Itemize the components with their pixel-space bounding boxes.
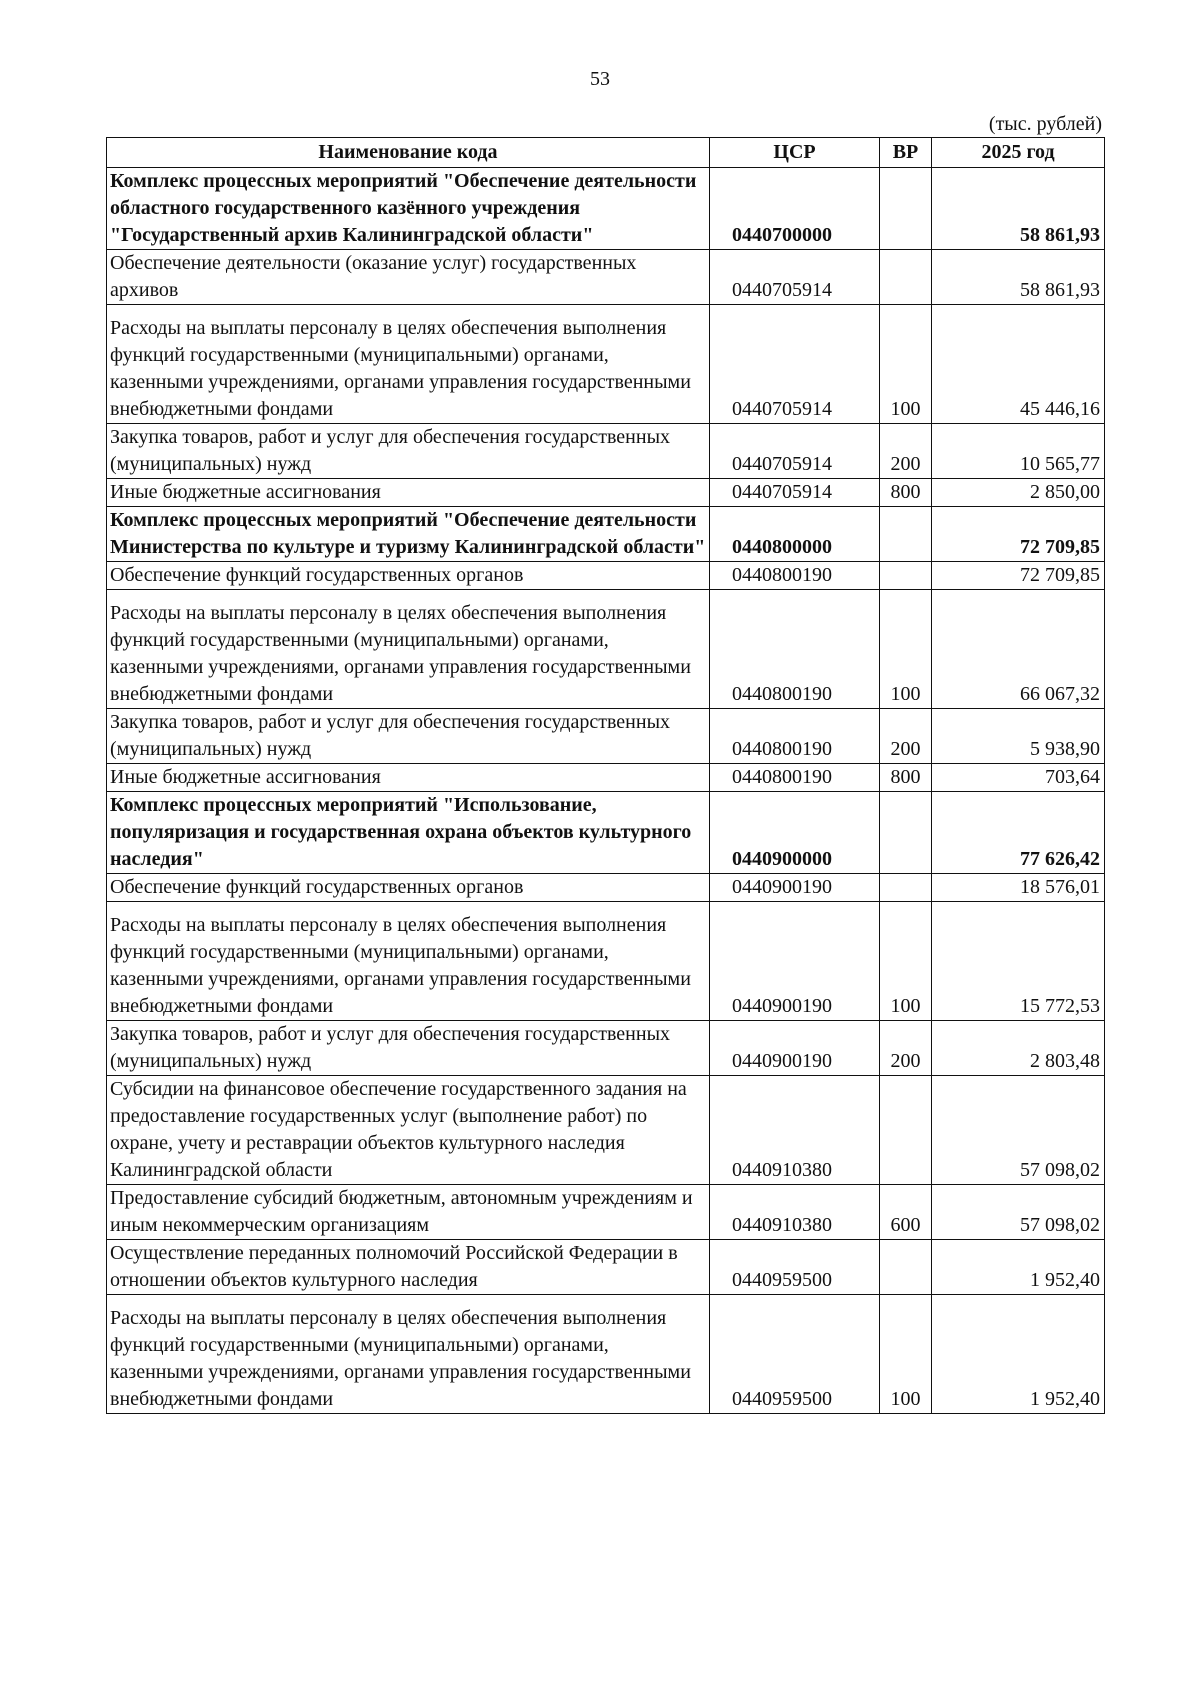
row-vr-cell: 800: [880, 479, 932, 507]
row-vr-cell: [880, 792, 932, 874]
row-amount-cell: 2 803,48: [932, 1021, 1105, 1076]
row-amount-cell: 1 952,40: [932, 1240, 1105, 1295]
row-csr-cell: 0440800190: [710, 709, 880, 764]
row-vr-cell: [880, 1240, 932, 1295]
row-name-cell: Осуществление переданных полномочий Российской Федерации в отношении объектов культурного наследия: [107, 1240, 710, 1295]
table-row: [107, 479, 1105, 507]
row-name-cell: Обеспечение деятельности (оказание услуг) государственных архивов: [107, 250, 710, 305]
row-vr-cell: 100: [880, 902, 932, 1021]
table-row: [107, 590, 1105, 709]
row-vr-cell: 100: [880, 590, 932, 709]
table-row: [107, 305, 1105, 424]
table-row: [107, 1185, 1105, 1240]
table-header-row: [107, 138, 1105, 168]
header-vr: ВР: [880, 138, 932, 168]
table-row: [107, 764, 1105, 792]
table-row: [107, 1295, 1105, 1414]
row-csr-cell: 0440910380: [710, 1185, 880, 1240]
row-csr-cell: 0440800190: [710, 764, 880, 792]
row-amount-cell: 72 709,85: [932, 507, 1105, 562]
row-csr-cell: 0440800190: [710, 590, 880, 709]
row-amount-cell: 18 576,01: [932, 874, 1105, 902]
row-vr-cell: 200: [880, 424, 932, 479]
row-name-cell: Закупка товаров, работ и услуг для обеспечения государственных (муниципальных) нужд: [107, 424, 710, 479]
table-row: [107, 709, 1105, 764]
row-amount-cell: 45 446,16: [932, 305, 1105, 424]
row-amount-cell: 703,64: [932, 764, 1105, 792]
page-number: 53: [590, 68, 610, 90]
row-amount-cell: 57 098,02: [932, 1076, 1105, 1185]
row-csr-cell: 0440900190: [710, 902, 880, 1021]
table-row: [107, 792, 1105, 874]
row-vr-cell: 100: [880, 305, 932, 424]
row-csr-cell: 0440705914: [710, 250, 880, 305]
row-name-cell: Комплекс процессных мероприятий "Обеспечение деятельности областного государственного казённого учреждения "Государственный архив Калининградской области": [107, 168, 710, 250]
row-csr-cell: 0440910380: [710, 1076, 880, 1185]
table-row: [107, 250, 1105, 305]
row-vr-cell: [880, 874, 932, 902]
row-amount-cell: 1 952,40: [932, 1295, 1105, 1414]
table-row: [107, 902, 1105, 1021]
row-name-cell: Закупка товаров, работ и услуг для обеспечения государственных (муниципальных) нужд: [107, 709, 710, 764]
row-vr-cell: [880, 507, 932, 562]
row-vr-cell: [880, 168, 932, 250]
header-csr: ЦСР: [710, 138, 880, 168]
table-row: [107, 562, 1105, 590]
table-row: [107, 874, 1105, 902]
header-name: Наименование кода: [107, 138, 710, 168]
row-csr-cell: 0440700000: [710, 168, 880, 250]
row-vr-cell: [880, 250, 932, 305]
row-csr-cell: 0440705914: [710, 424, 880, 479]
table-row: [107, 168, 1105, 250]
row-amount-cell: 77 626,42: [932, 792, 1105, 874]
row-name-cell: Расходы на выплаты персоналу в целях обеспечения выполнения функций государственными (муниципальными) органами, казенными учреждениями, органами управления государственными внебюджетными фондами: [107, 1295, 710, 1414]
row-name-cell: Расходы на выплаты персоналу в целях обеспечения выполнения функций государственными (муниципальными) органами, казенными учреждениями, органами управления государственными внебюджетными фондами: [107, 902, 710, 1021]
row-amount-cell: 10 565,77: [932, 424, 1105, 479]
row-csr-cell: 0440900190: [710, 1021, 880, 1076]
row-amount-cell: 2 850,00: [932, 479, 1105, 507]
row-amount-cell: 58 861,93: [932, 168, 1105, 250]
row-name-cell: Субсидии на финансовое обеспечение государственного задания на предоставление государственных услуг (выполнение работ) по охране, учету и реставрации объектов культурного наследия Калининградской области: [107, 1076, 710, 1185]
units-note: (тыс. рублей): [988, 113, 1102, 135]
row-name-cell: Закупка товаров, работ и услуг для обеспечения государственных (муниципальных) нужд: [107, 1021, 710, 1076]
row-name-cell: Обеспечение функций государственных органов: [107, 562, 710, 590]
row-amount-cell: 5 938,90: [932, 709, 1105, 764]
row-csr-cell: 0440959500: [710, 1240, 880, 1295]
table-row: [107, 1240, 1105, 1295]
row-csr-cell: 0440705914: [710, 305, 880, 424]
row-csr-cell: 0440705914: [710, 479, 880, 507]
row-vr-cell: 800: [880, 764, 932, 792]
row-vr-cell: [880, 1076, 932, 1185]
row-name-cell: Иные бюджетные ассигнования: [107, 479, 710, 507]
header-year: 2025 год: [932, 138, 1105, 168]
row-csr-cell: 0440800190: [710, 562, 880, 590]
row-name-cell: Расходы на выплаты персоналу в целях обеспечения выполнения функций государственными (муниципальными) органами, казенными учреждениями, органами управления государственными внебюджетными фондами: [107, 305, 710, 424]
row-csr-cell: 0440959500: [710, 1295, 880, 1414]
row-csr-cell: 0440900000: [710, 792, 880, 874]
row-amount-cell: 57 098,02: [932, 1185, 1105, 1240]
row-csr-cell: 0440800000: [710, 507, 880, 562]
row-amount-cell: 66 067,32: [932, 590, 1105, 709]
table-row: [107, 1076, 1105, 1185]
row-name-cell: Комплекс процессных мероприятий "Обеспечение деятельности Министерства по культуре и туризму Калининградской области": [107, 507, 710, 562]
row-name-cell: Комплекс процессных мероприятий "Использование, популяризация и государственная охрана объектов культурного наследия": [107, 792, 710, 874]
row-amount-cell: 58 861,93: [932, 250, 1105, 305]
row-vr-cell: 600: [880, 1185, 932, 1240]
row-csr-cell: 0440900190: [710, 874, 880, 902]
row-amount-cell: 72 709,85: [932, 562, 1105, 590]
row-name-cell: Расходы на выплаты персоналу в целях обеспечения выполнения функций государственными (муниципальными) органами, казенными учреждениями, органами управления государственными внебюджетными фондами: [107, 590, 710, 709]
row-vr-cell: [880, 562, 932, 590]
row-name-cell: Иные бюджетные ассигнования: [107, 764, 710, 792]
row-vr-cell: 100: [880, 1295, 932, 1414]
row-amount-cell: 15 772,53: [932, 902, 1105, 1021]
table-row: [107, 1021, 1105, 1076]
budget-table: [106, 137, 1105, 1414]
table-row: [107, 424, 1105, 479]
row-vr-cell: 200: [880, 1021, 932, 1076]
row-name-cell: Предоставление субсидий бюджетным, автономным учреждениям и иным некоммерческим организациям: [107, 1185, 710, 1240]
row-name-cell: Обеспечение функций государственных органов: [107, 874, 710, 902]
table-row: [107, 507, 1105, 562]
row-vr-cell: 200: [880, 709, 932, 764]
